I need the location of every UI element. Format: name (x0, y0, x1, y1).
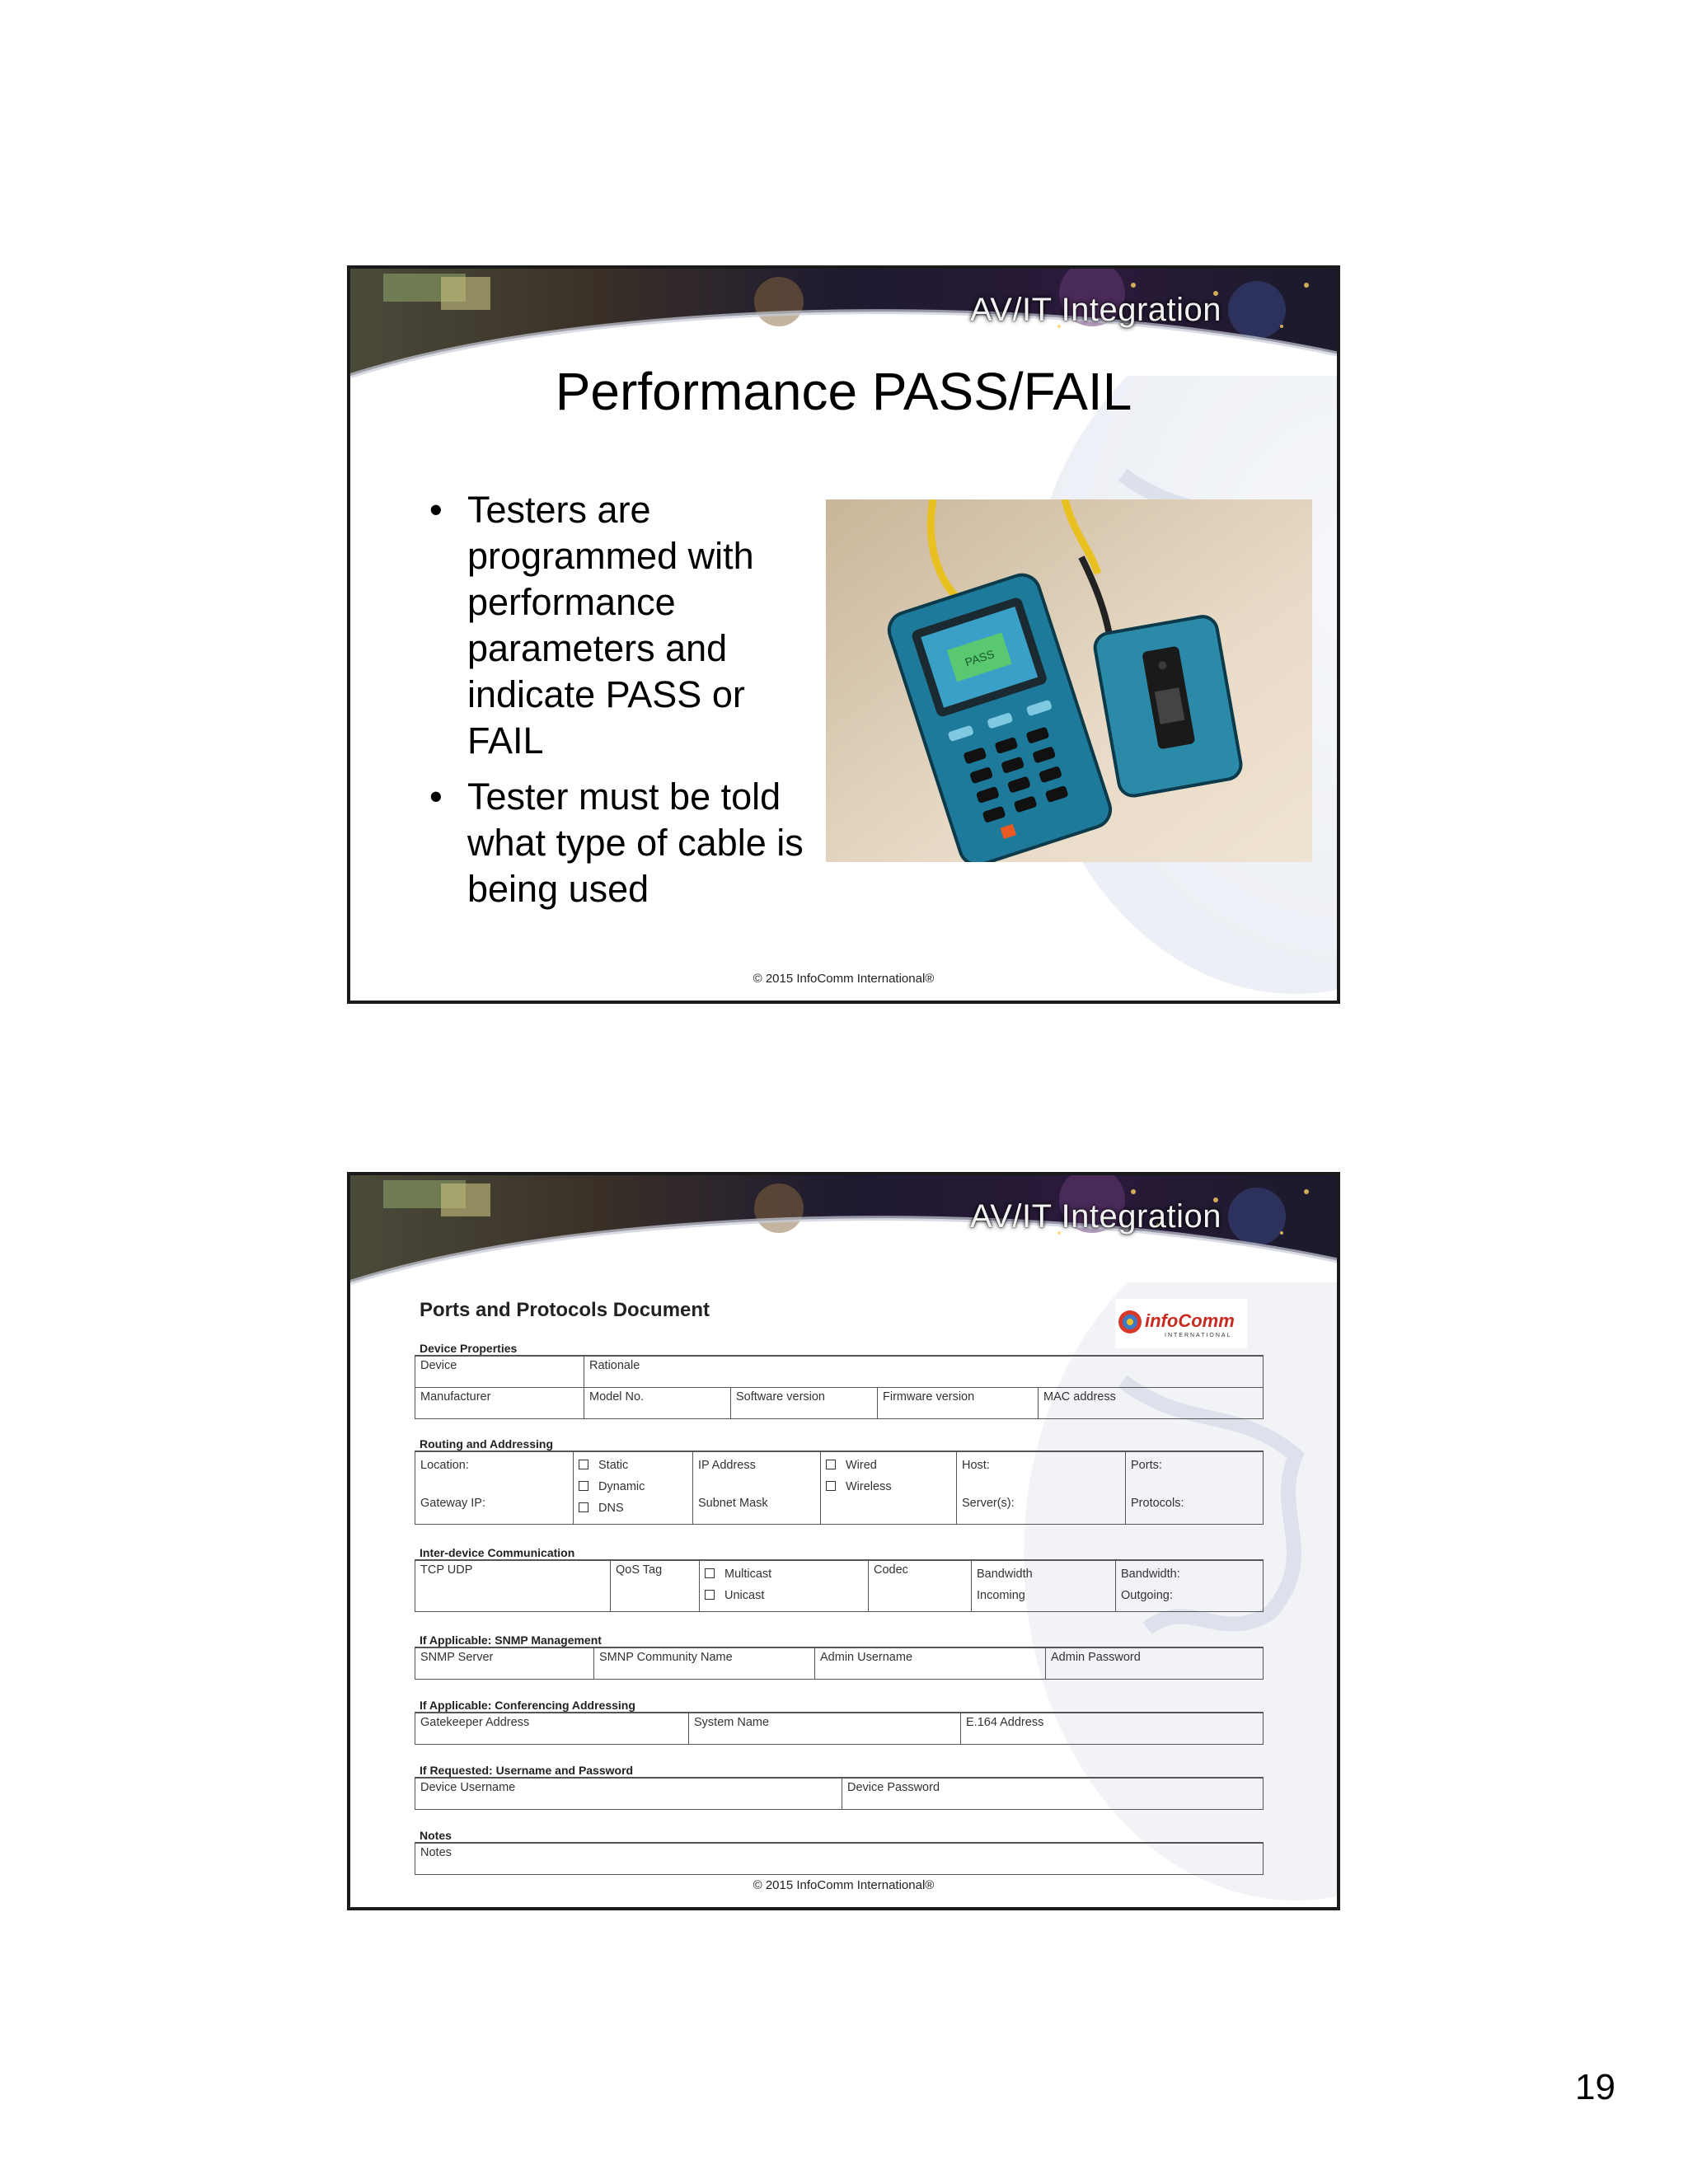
wireless-label: Wireless (846, 1480, 892, 1493)
host-label: Host: (962, 1459, 990, 1472)
bandwidth-outgoing-cell[interactable] (1116, 1560, 1264, 1611)
routing-addressing-section (415, 1437, 1264, 1525)
conferencing-table (415, 1712, 1264, 1745)
dns-checkbox[interactable] (579, 1502, 588, 1512)
dns-label: DNS (598, 1502, 624, 1515)
ports-protocols-cell[interactable] (1126, 1451, 1264, 1524)
device-field[interactable]: Device (415, 1356, 584, 1387)
bullet-list (426, 487, 822, 922)
section-label: If Applicable: SNMP Management (420, 1633, 602, 1647)
section-label: Notes (420, 1829, 452, 1842)
bandwidth-incoming-label-1: Bandwidth (977, 1568, 1033, 1581)
banner-image (350, 1175, 1337, 1307)
software-version-field[interactable]: Software version (731, 1387, 878, 1418)
ip-address-label: IP Address (698, 1459, 756, 1472)
bullet-glyph: • (429, 489, 443, 531)
tester-screen-text: PASS (963, 647, 996, 669)
location-gateway-cell[interactable] (415, 1451, 574, 1524)
infocomm-logo (1115, 1299, 1247, 1348)
credentials-table (415, 1777, 1264, 1810)
slide-performance-pass-fail (347, 265, 1340, 1004)
addressing-mode-cell (574, 1451, 693, 1524)
wired-checkbox[interactable] (826, 1460, 836, 1469)
gateway-ip-label: Gateway IP: (420, 1497, 485, 1510)
location-label: Location: (420, 1459, 469, 1472)
bandwidth-outgoing-label-2: Outgoing: (1121, 1589, 1173, 1602)
subnet-mask-label: Subnet Mask (698, 1497, 768, 1510)
codec-field[interactable]: Codec (869, 1560, 972, 1611)
static-label: Static (598, 1459, 629, 1472)
ports-label: Ports: (1131, 1459, 1162, 1472)
system-name-field[interactable]: System Name (689, 1713, 961, 1744)
section-label: If Requested: Username and Password (420, 1764, 634, 1777)
logo-text: infoComm (1145, 1310, 1235, 1331)
mac-address-field[interactable]: MAC address (1039, 1387, 1264, 1418)
banner-title: AV/IT Integration (970, 1198, 1221, 1235)
gatekeeper-address-field[interactable]: Gatekeeper Address (415, 1713, 689, 1744)
notes-field[interactable]: Notes (415, 1843, 1264, 1874)
qos-tag-field[interactable]: QoS Tag (611, 1560, 700, 1611)
routing-table (415, 1451, 1264, 1525)
credentials-section (415, 1764, 1264, 1810)
snmp-server-field[interactable]: SNMP Server (415, 1647, 594, 1679)
snmp-table (415, 1647, 1264, 1680)
bandwidth-outgoing-label-1: Bandwidth: (1121, 1568, 1180, 1581)
unicast-checkbox[interactable] (705, 1590, 715, 1600)
section-label: Device Properties (420, 1342, 518, 1355)
device-password-field[interactable]: Device Password (842, 1778, 1264, 1809)
page-number: 19 (1575, 2067, 1615, 2107)
bullet-text: Testers are programmed with performance parameters and indicate PASS or FAIL (467, 489, 754, 762)
slide-ports-protocols (347, 1172, 1340, 1910)
model-field[interactable]: Model No. (584, 1387, 731, 1418)
multicast-checkbox[interactable] (705, 1568, 715, 1578)
manufacturer-field[interactable]: Manufacturer (415, 1387, 584, 1418)
notes-table (415, 1842, 1264, 1875)
admin-password-field[interactable]: Admin Password (1046, 1647, 1264, 1679)
cast-type-cell (700, 1560, 869, 1611)
snmp-community-field[interactable]: SMNP Community Name (594, 1647, 815, 1679)
device-username-field[interactable]: Device Username (415, 1778, 842, 1809)
device-properties-section (415, 1342, 1264, 1419)
banner-title: AV/IT Integration (970, 292, 1221, 328)
notes-section (415, 1829, 1264, 1875)
logo-subtext: INTERNATIONAL (1165, 1333, 1232, 1338)
slide-title: Performance PASS/FAIL (555, 362, 1132, 421)
rationale-field[interactable]: Rationale (584, 1356, 1264, 1387)
host-servers-cell[interactable] (957, 1451, 1126, 1524)
tcp-udp-field[interactable]: TCP UDP (415, 1560, 611, 1611)
inter-device-section (415, 1546, 1264, 1612)
inter-device-table (415, 1559, 1264, 1612)
firmware-version-field[interactable]: Firmware version (878, 1387, 1039, 1418)
servers-label: Server(s): (962, 1497, 1015, 1510)
section-label: If Applicable: Conferencing Addressing (420, 1699, 635, 1712)
bandwidth-incoming-cell[interactable] (972, 1560, 1116, 1611)
connection-type-cell (821, 1451, 957, 1524)
bandwidth-incoming-label-2: Incoming (977, 1589, 1025, 1602)
ip-subnet-cell[interactable] (693, 1451, 821, 1524)
bullet-text: Tester must be told what type of cable is being used (467, 776, 804, 910)
unicast-label: Unicast (724, 1589, 765, 1602)
device-properties-table (415, 1355, 1264, 1419)
conferencing-section (415, 1699, 1264, 1745)
static-checkbox[interactable] (579, 1460, 588, 1469)
dynamic-label: Dynamic (598, 1480, 645, 1493)
bullet-glyph: • (429, 776, 443, 818)
dynamic-checkbox[interactable] (579, 1481, 588, 1491)
protocols-label: Protocols: (1131, 1497, 1184, 1510)
multicast-label: Multicast (724, 1568, 772, 1581)
e164-address-field[interactable]: E.164 Address (961, 1713, 1264, 1744)
cable-tester-photo (826, 499, 1312, 862)
bullet-item (426, 487, 822, 764)
section-label: Inter-device Communication (420, 1546, 575, 1559)
form-title: Ports and Protocols Document (420, 1299, 710, 1321)
wireless-checkbox[interactable] (826, 1481, 836, 1491)
snmp-section (415, 1633, 1264, 1680)
wired-label: Wired (846, 1459, 877, 1472)
slide-footer-copyright: © 2015 InfoComm International® (753, 1878, 935, 1892)
admin-username-field[interactable]: Admin Username (815, 1647, 1046, 1679)
bullet-item (426, 774, 822, 912)
section-label: Routing and Addressing (420, 1437, 554, 1451)
slide-footer-copyright: © 2015 InfoComm International® (753, 972, 935, 986)
